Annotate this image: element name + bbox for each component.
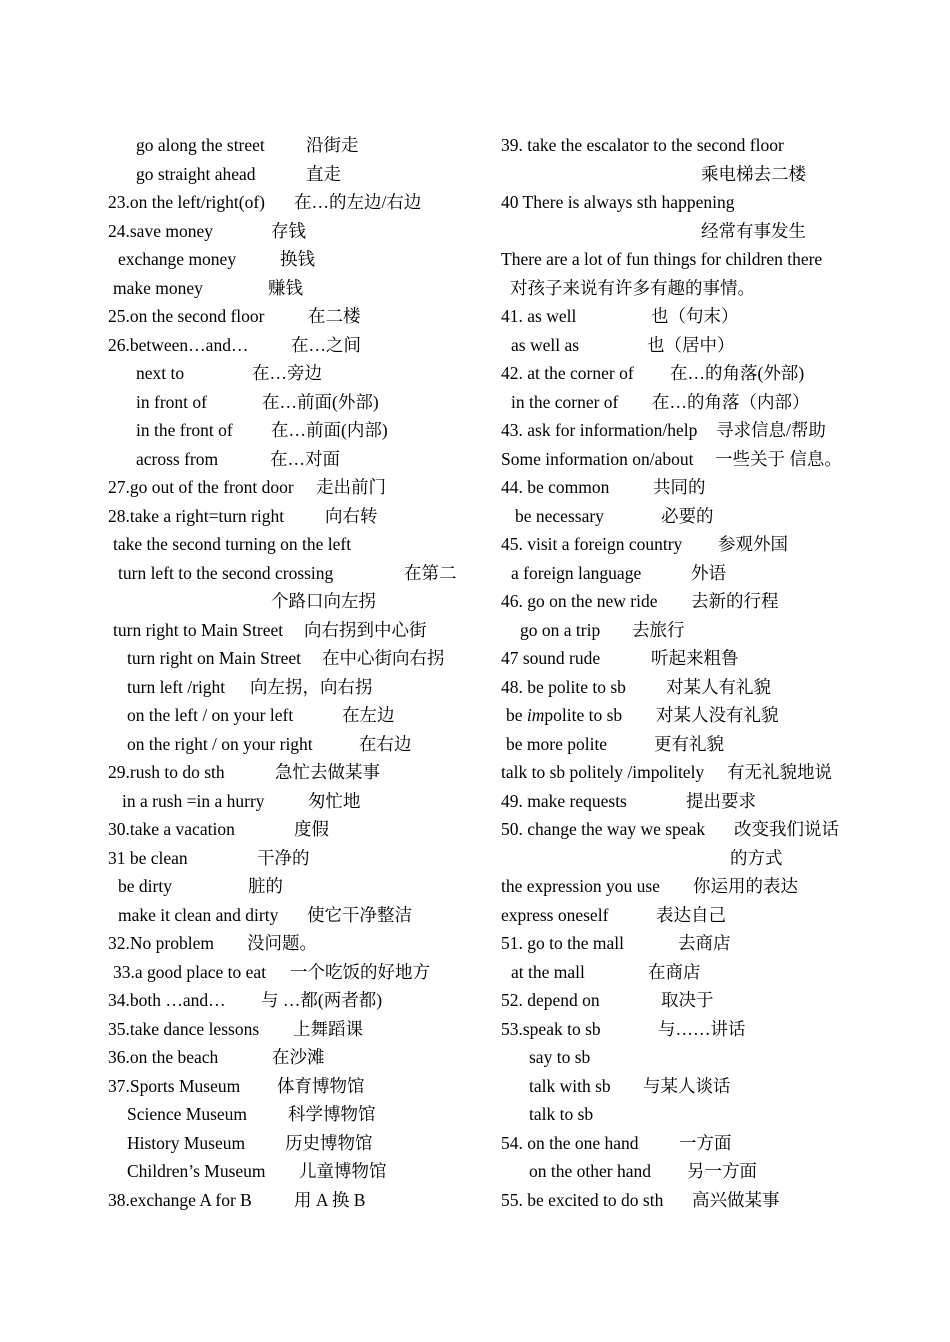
phrase-english: be dirty xyxy=(118,876,172,896)
list-item xyxy=(108,473,478,502)
list-item xyxy=(501,1072,871,1101)
phrase-chinese: 历史博物馆 xyxy=(285,1132,373,1153)
list-item xyxy=(108,359,478,388)
list-item xyxy=(501,958,871,987)
phrase-chinese: 在…之间 xyxy=(291,334,361,355)
list-item xyxy=(501,1186,871,1215)
phrase-chinese: 与某人谈话 xyxy=(643,1075,731,1096)
list-item xyxy=(108,245,478,274)
phrase-english: 36.on the beach xyxy=(108,1047,219,1067)
phrase-english: say to sb xyxy=(529,1047,591,1067)
list-item xyxy=(501,302,871,331)
phrase-chinese: 也（句末） xyxy=(651,306,739,326)
phrase-english: as well as xyxy=(511,334,580,355)
phrase-chinese: 赚钱 xyxy=(268,277,303,298)
phrase-english: 47 sound rude xyxy=(501,648,601,668)
phrase-chinese: 共同的 xyxy=(653,477,706,497)
list-item xyxy=(501,188,871,217)
phrase-chinese: 对某人有礼貌 xyxy=(666,676,771,697)
phrase-chinese: 高兴做某事 xyxy=(692,1189,780,1210)
phrase-chinese: 换钱 xyxy=(280,249,315,269)
list-item xyxy=(501,559,871,588)
phrase-chinese: 在沙滩 xyxy=(272,1047,325,1067)
list-item xyxy=(108,616,478,645)
right-column xyxy=(501,131,871,1214)
phrase-chinese: 参观外国 xyxy=(718,534,788,554)
phrase-chinese: 也（居中） xyxy=(647,334,735,355)
phrase-chinese: 脏的 xyxy=(248,876,283,896)
phrase-chinese: 存钱 xyxy=(271,220,306,241)
phrase-english: 30.take a vacation xyxy=(108,819,235,839)
phrase-english: History Museum xyxy=(127,1132,246,1153)
list-item xyxy=(501,217,871,246)
phrase-english: There are a lot of fun things for children there xyxy=(501,249,823,269)
phrase-chinese: 匆忙地 xyxy=(308,790,361,811)
phrase-chinese: 在…对面 xyxy=(270,448,340,469)
list-item xyxy=(108,502,478,531)
phrase-english: 34.both …and… xyxy=(108,990,226,1010)
phrase-english: turn left /right xyxy=(127,676,226,697)
phrase-english: 44. be common xyxy=(501,477,610,497)
list-item xyxy=(108,872,478,901)
list-item xyxy=(501,1100,871,1129)
phrase-chinese: 有无礼貌地说 xyxy=(727,762,832,782)
left-column xyxy=(108,131,478,1214)
phrase-chinese: 在右边 xyxy=(359,733,412,754)
phrase-chinese: 直走 xyxy=(306,163,341,184)
phrase-english: 50. change the way we speak xyxy=(501,819,706,839)
phrase-chinese: 没问题。 xyxy=(247,933,317,953)
phrase-english: 51. go to the mall xyxy=(501,933,624,953)
phrase-english: be more polite xyxy=(506,733,608,754)
list-item xyxy=(108,274,478,303)
phrase-english: 33.a good place to eat xyxy=(113,961,267,982)
phrase-chinese: 去商店 xyxy=(678,933,731,953)
phrase-english: 25.on the second floor xyxy=(108,306,265,326)
list-item xyxy=(108,986,478,1015)
phrase-chinese: 表达自己 xyxy=(656,904,726,925)
list-item xyxy=(501,815,871,844)
phrase-chinese: 提出要求 xyxy=(686,790,756,811)
phrase-english: turn right to Main Street xyxy=(113,619,284,640)
list-item xyxy=(501,929,871,958)
phrase-english: on the right / on your right xyxy=(127,733,313,754)
list-item xyxy=(108,701,478,730)
phrase-chinese: 上舞蹈课 xyxy=(293,1018,363,1039)
list-item xyxy=(501,758,871,787)
phrase-english: 53.speak to sb xyxy=(501,1018,601,1039)
phrase-chinese: 在第二 xyxy=(404,562,457,583)
phrase-english: 46. go on the new ride xyxy=(501,591,658,611)
phrase-chinese: 在…的左边/右边 xyxy=(294,192,422,212)
list-item xyxy=(501,1015,871,1044)
phrase-english-part: be xyxy=(506,705,527,725)
phrase-english: next to xyxy=(136,363,185,383)
phrase-chinese: 体育博物馆 xyxy=(277,1075,365,1096)
list-item xyxy=(501,502,871,531)
list-item xyxy=(108,1157,478,1186)
phrase-chinese: 与……讲话 xyxy=(658,1018,746,1039)
phrase-english: Children’s Museum xyxy=(127,1161,266,1181)
list-item xyxy=(108,302,478,331)
phrase-english: 54. on the one hand xyxy=(501,1132,639,1153)
phrase-english: talk with sb xyxy=(529,1075,611,1096)
phrase-chinese: 在左边 xyxy=(342,705,395,725)
list-item xyxy=(501,616,871,645)
phrase-chinese: 乘电梯去二楼 xyxy=(701,163,806,184)
phrase-chinese: 的方式 xyxy=(730,847,783,868)
phrase-english: express oneself xyxy=(501,904,609,925)
list-item xyxy=(108,1072,478,1101)
phrase-chinese: 在…的角落(外部) xyxy=(670,363,805,383)
list-item xyxy=(108,901,478,930)
phrase-english: 26.between…and… xyxy=(108,334,249,355)
list-item xyxy=(108,730,478,759)
list-item xyxy=(501,587,871,616)
phrase-chinese: 在二楼 xyxy=(308,306,361,326)
phrase-english: a foreign language xyxy=(511,562,642,583)
phrase-english: Some information on/about xyxy=(501,448,694,469)
list-item xyxy=(108,1186,478,1215)
phrase-chinese: 在商店 xyxy=(648,961,701,982)
phrase-english: at the mall xyxy=(511,961,585,982)
phrase-chinese: 急忙去做某事 xyxy=(275,762,380,782)
list-item xyxy=(108,958,478,987)
phrase-chinese: 科学博物馆 xyxy=(288,1104,376,1124)
phrase-english: 49. make requests xyxy=(501,790,627,811)
phrase-english: go straight ahead xyxy=(136,163,256,184)
phrase-chinese: 去新的行程 xyxy=(691,591,779,611)
list-item xyxy=(501,245,871,274)
phrase-english: 35.take dance lessons xyxy=(108,1018,260,1039)
list-item xyxy=(108,644,478,673)
phrase-chinese: 向左拐，向右拐 xyxy=(250,676,373,697)
phrase-english-part: polite to sb xyxy=(544,705,623,725)
phrase-english: 48. be polite to sb xyxy=(501,676,626,697)
list-item xyxy=(501,787,871,816)
list-item xyxy=(501,359,871,388)
list-item xyxy=(108,929,478,958)
phrase-english: 29.rush to do sth xyxy=(108,762,225,782)
list-item xyxy=(108,388,478,417)
list-item xyxy=(108,188,478,217)
phrase-chinese: 更有礼貌 xyxy=(654,733,724,754)
list-item xyxy=(108,1015,478,1044)
list-item xyxy=(501,986,871,1015)
phrase-english: in the corner of xyxy=(511,391,619,412)
list-item xyxy=(108,559,478,588)
phrase-chinese: 向右拐到中心街 xyxy=(304,619,427,640)
phrase-english: on the left / on your left xyxy=(127,705,294,725)
phrase-chinese: 度假 xyxy=(294,819,329,839)
phrase-english: in front of xyxy=(136,391,207,412)
phrase-english: the expression you use xyxy=(501,876,660,896)
phrase-english: in the front of xyxy=(136,420,233,440)
phrase-english: 41. as well xyxy=(501,306,577,326)
list-item xyxy=(501,901,871,930)
phrase-english: be necessary xyxy=(515,505,604,526)
list-item xyxy=(108,673,478,702)
phrase-chinese: 一些关于 信息。 xyxy=(715,448,842,469)
phrase-english: 38.exchange A for B xyxy=(108,1189,252,1210)
phrase-english-emphasis: im xyxy=(526,705,545,725)
list-item xyxy=(501,872,871,901)
list-item xyxy=(501,1043,871,1072)
list-item xyxy=(501,160,871,189)
phrase-english: 55. be excited to do sth xyxy=(501,1189,664,1210)
phrase-english: 52. depend on xyxy=(501,990,600,1010)
list-item xyxy=(108,1129,478,1158)
phrase-chinese: 在…的角落（内部） xyxy=(652,391,810,412)
list-item xyxy=(108,131,478,160)
phrase-chinese: 在…旁边 xyxy=(252,363,322,383)
phrase-chinese: 取决于 xyxy=(661,990,714,1010)
list-item xyxy=(108,844,478,873)
list-item xyxy=(501,530,871,559)
phrase-chinese: 个路口向左拐 xyxy=(271,591,376,611)
phrase-chinese: 一方面 xyxy=(679,1132,732,1153)
list-item xyxy=(108,815,478,844)
phrase-english: take the second turning on the left xyxy=(113,534,352,554)
phrase-english: 31 be clean xyxy=(108,847,188,868)
list-item xyxy=(501,473,871,502)
list-item xyxy=(108,1043,478,1072)
phrase-english: 28.take a right=turn right xyxy=(108,505,285,526)
phrase-chinese: 改变我们说话 xyxy=(734,819,839,839)
phrase-english: in a rush =in a hurry xyxy=(122,790,265,811)
phrase-english: 40 There is always sth happening xyxy=(501,192,735,212)
phrase-chinese: 外语 xyxy=(691,562,726,583)
list-item xyxy=(501,1129,871,1158)
phrase-english: Science Museum xyxy=(127,1104,248,1124)
phrase-chinese: 对孩子来说有许多有趣的事情。 xyxy=(510,277,755,298)
phrase-chinese: 必要的 xyxy=(661,505,714,526)
list-item xyxy=(501,331,871,360)
phrase-chinese: 对某人没有礼貌 xyxy=(656,705,779,725)
list-item xyxy=(108,1100,478,1129)
phrase-english: across from xyxy=(136,448,219,469)
phrase-chinese: 经常有事发生 xyxy=(701,220,806,241)
phrase-english: 27.go out of the front door xyxy=(108,477,294,497)
list-item xyxy=(501,274,871,303)
list-item xyxy=(501,445,871,474)
phrase-english: 23.on the left/right(of) xyxy=(108,192,265,212)
phrase-chinese: 寻求信息/帮助 xyxy=(716,420,826,440)
phrase-english: talk to sb politely /impolitely xyxy=(501,762,705,782)
list-item xyxy=(501,844,871,873)
phrase-english: 37.Sports Museum xyxy=(108,1075,241,1096)
phrase-english: exchange money xyxy=(118,249,237,269)
phrase-english: 43. ask for information/help xyxy=(501,420,698,440)
phrase-english xyxy=(506,701,622,730)
phrase-english: talk to sb xyxy=(529,1104,594,1124)
list-item xyxy=(501,644,871,673)
phrase-chinese: 另一方面 xyxy=(687,1161,757,1181)
phrase-english: 39. take the escalator to the second floor xyxy=(501,135,784,155)
phrase-chinese: 一个吃饭的好地方 xyxy=(290,961,430,982)
phrase-english: turn left to the second crossing xyxy=(118,562,334,583)
list-item xyxy=(108,445,478,474)
phrase-english: 24.save money xyxy=(108,220,213,241)
phrase-chinese: 干净的 xyxy=(257,847,310,868)
phrase-english: on the other hand xyxy=(529,1161,651,1181)
phrase-chinese: 儿童博物馆 xyxy=(299,1161,387,1181)
phrase-chinese: 走出前门 xyxy=(316,477,386,497)
phrase-chinese: 与 …都(两者都) xyxy=(261,990,383,1010)
phrase-chinese: 去旅行 xyxy=(632,619,685,640)
list-item xyxy=(501,416,871,445)
phrase-chinese: 使它干净整洁 xyxy=(307,904,412,925)
phrase-english: 45. visit a foreign country xyxy=(501,534,683,554)
list-item xyxy=(501,701,871,730)
phrase-english: make it clean and dirty xyxy=(118,904,279,925)
phrase-english: turn right on Main Street xyxy=(127,648,302,668)
list-item xyxy=(108,416,478,445)
phrase-chinese: 你运用的表达 xyxy=(693,876,798,896)
phrase-chinese: 听起来粗鲁 xyxy=(651,648,739,668)
list-item xyxy=(108,331,478,360)
phrase-chinese: 向右转 xyxy=(325,505,378,526)
phrase-english: go along the street xyxy=(136,135,265,155)
phrase-chinese: 沿街走 xyxy=(306,135,359,155)
list-item xyxy=(108,758,478,787)
phrase-english: 32.No problem xyxy=(108,933,214,953)
list-item xyxy=(501,673,871,702)
list-item xyxy=(108,787,478,816)
phrase-english: 42. at the corner of xyxy=(501,363,634,383)
list-item xyxy=(501,1157,871,1186)
list-item xyxy=(108,587,478,616)
phrase-chinese: 用 A 换 B xyxy=(294,1189,366,1210)
list-item xyxy=(501,131,871,160)
list-item xyxy=(108,530,478,559)
phrase-english: go on a trip xyxy=(520,619,601,640)
phrase-chinese: 在…前面(外部) xyxy=(262,391,379,412)
phrase-english: make money xyxy=(113,277,203,298)
list-item xyxy=(108,160,478,189)
list-item xyxy=(108,217,478,246)
phrase-chinese: 在中心街向右拐 xyxy=(322,648,445,668)
phrase-chinese: 在…前面(内部) xyxy=(271,420,388,440)
list-item xyxy=(501,388,871,417)
list-item xyxy=(501,730,871,759)
